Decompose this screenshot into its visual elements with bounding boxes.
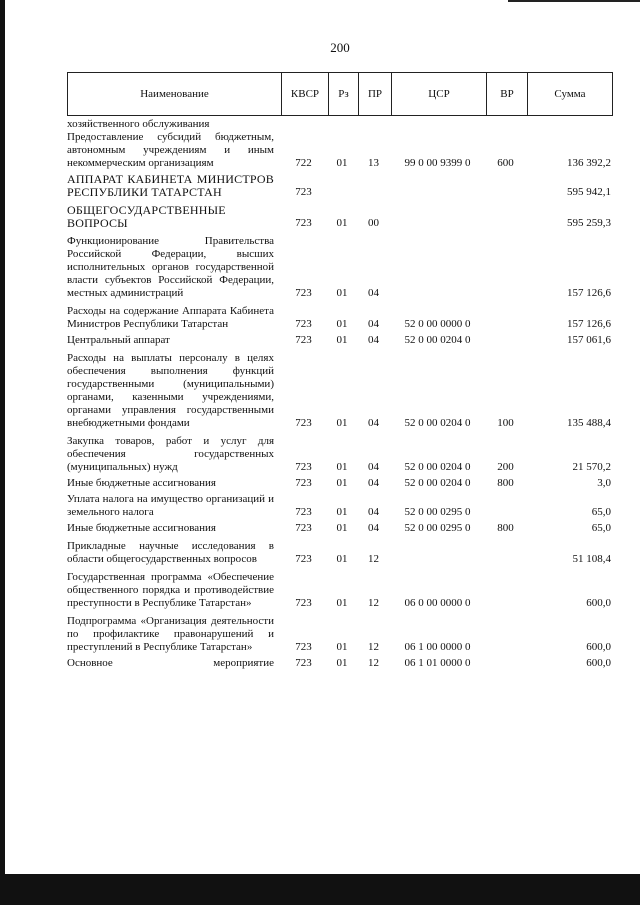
column-header-pr: ПР	[358, 73, 391, 115]
row-kvsr: 723	[295, 657, 312, 669]
table-row	[67, 173, 613, 199]
row-name: Функционирование Правительства Российской Федерации, высших исполнительных органов государственной власти субъектов Российской Федерации, местных администраций	[67, 235, 274, 299]
table-header	[67, 72, 613, 116]
column-header-vr: ВР	[486, 73, 527, 115]
row-name: Предоставление субсидий бюджетным, автономным учреждениям и иным некоммерческим организациям	[67, 131, 274, 169]
row-csr: 52 0 00 0204 0	[404, 461, 471, 473]
table-row	[67, 522, 613, 535]
scan-bottom-border	[0, 874, 640, 905]
row-vr: 100	[497, 417, 514, 429]
row-pr: 12	[368, 553, 379, 565]
table-row	[67, 352, 613, 430]
row-sum: 65,0	[591, 506, 611, 518]
row-kvsr: 723	[295, 318, 312, 330]
table-row	[67, 657, 613, 670]
row-pr: 04	[368, 318, 379, 330]
row-rz: 01	[336, 461, 348, 473]
row-kvsr: 723	[295, 477, 312, 489]
table-row	[67, 493, 613, 519]
row-name: Уплата налога на имущество организаций и земельного налога	[67, 493, 274, 518]
table-body	[67, 118, 613, 670]
row-pr: 04	[368, 417, 379, 429]
row-kvsr: 723	[295, 522, 312, 534]
page-number: 200	[330, 40, 350, 55]
row-name: Прикладные научные исследования в области общегосударственных вопросов	[67, 540, 274, 565]
row-rz: 01	[336, 553, 348, 565]
row-csr: 06 0 00 0000 0	[404, 597, 471, 609]
row-kvsr: 723	[295, 641, 312, 653]
row-rz: 01	[336, 522, 348, 534]
row-rz: 01	[336, 597, 348, 609]
row-kvsr: 723	[295, 553, 312, 565]
row-rz: 01	[336, 217, 348, 229]
row-name: Иные бюджетные ассигнования	[67, 477, 216, 489]
row-name: хозяйственного обслуживания	[67, 118, 210, 130]
row-rz: 01	[336, 157, 348, 169]
row-csr: 52 0 00 0204 0	[404, 417, 471, 429]
row-rz: 01	[336, 417, 348, 429]
row-rz: 01	[336, 318, 348, 330]
column-header-csr: ЦСР	[391, 73, 486, 115]
row-rz: 01	[336, 657, 348, 669]
row-sum: 600,0	[586, 641, 611, 653]
row-sum: 21 570,2	[572, 461, 611, 473]
table-row	[67, 435, 613, 474]
row-pr: 04	[368, 334, 379, 346]
row-sum: 595 942,1	[567, 186, 611, 198]
row-kvsr: 723	[295, 287, 312, 299]
row-pr: 12	[368, 641, 379, 653]
row-csr: 52 0 00 0204 0	[404, 477, 471, 489]
row-sum: 595 259,3	[567, 217, 611, 229]
row-sum: 136 392,2	[567, 157, 611, 169]
table-row	[67, 118, 613, 131]
row-rz: 01	[336, 506, 348, 518]
scan-top-rule	[508, 0, 640, 2]
column-header-kvsr: КВСР	[281, 73, 328, 115]
row-rz: 01	[336, 641, 348, 653]
row-pr: 00	[368, 217, 379, 229]
row-sum: 157 126,6	[567, 318, 611, 330]
row-kvsr: 723	[295, 506, 312, 518]
row-name: Расходы на выплаты персоналу в целях обеспечения выполнения функций государственными (муниципальными) органами, казенными учреждениями, органами управления государственными внебюджетными фондами	[67, 352, 274, 429]
row-pr: 04	[368, 477, 379, 489]
row-pr: 04	[368, 522, 379, 534]
scan-left-border	[0, 0, 5, 905]
row-vr: 800	[497, 522, 514, 534]
column-header-rz: Рз	[328, 73, 358, 115]
row-pr: 12	[368, 657, 379, 669]
row-kvsr: 722	[295, 157, 312, 169]
row-pr: 04	[368, 461, 379, 473]
row-name: Закупка товаров, работ и услуг для обеспечения государственных (муниципальных) нужд	[67, 435, 274, 473]
table-row	[67, 571, 613, 610]
row-name: Расходы на содержание Аппарата Кабинета Министров Республики Татарстан	[67, 305, 274, 330]
table-row	[67, 615, 613, 654]
row-vr: 800	[497, 477, 514, 489]
table-row	[67, 334, 613, 347]
table-row	[67, 305, 613, 331]
row-sum: 135 488,4	[567, 417, 611, 429]
row-rz: 01	[336, 287, 348, 299]
row-sum: 65,0	[591, 522, 611, 534]
row-rz: 01	[336, 334, 348, 346]
row-pr: 13	[368, 157, 379, 169]
row-name: Иные бюджетные ассигнования	[67, 522, 216, 534]
row-name: Подпрограмма «Организация деятельности по профилактике правонарушений и преступлений в Республике Татарстан»	[67, 615, 274, 653]
row-csr: 52 0 00 0295 0	[404, 506, 471, 518]
row-csr: 52 0 00 0204 0	[404, 334, 471, 346]
row-pr: 12	[368, 597, 379, 609]
row-csr: 52 0 00 0295 0	[404, 522, 471, 534]
row-sum: 157 126,6	[567, 287, 611, 299]
row-pr: 04	[368, 506, 379, 518]
row-kvsr: 723	[295, 186, 312, 198]
table-row	[67, 131, 613, 170]
row-sum: 157 061,6	[567, 334, 611, 346]
row-csr: 52 0 00 0000 0	[404, 318, 471, 330]
table-row	[67, 235, 613, 300]
row-csr: 99 0 00 9399 0	[404, 157, 471, 169]
row-sum: 3,0	[597, 477, 611, 489]
row-vr: 600	[497, 157, 514, 169]
row-name: ОБЩЕГОСУДАРСТВЕННЫЕ ВОПРОСЫ	[67, 203, 226, 230]
row-kvsr: 723	[295, 417, 312, 429]
row-kvsr: 723	[295, 334, 312, 346]
column-header-name: Наименование	[140, 88, 209, 100]
row-sum: 600,0	[586, 657, 611, 669]
table-row	[67, 540, 613, 566]
row-name: АППАРАТ КАБИНЕТА МИНИСТРОВ РЕСПУБЛИКИ ТАТАРСТАН	[67, 172, 274, 199]
row-name: Государственная программа «Обеспечение общественного порядка и противодействие преступности в Республике Татарстан»	[67, 571, 274, 609]
row-kvsr: 723	[295, 217, 312, 229]
table-row	[67, 204, 613, 230]
row-rz: 01	[336, 477, 348, 489]
row-pr: 04	[368, 287, 379, 299]
row-sum: 51 108,4	[572, 553, 611, 565]
row-sum: 600,0	[586, 597, 611, 609]
row-name: Основное мероприятие	[67, 657, 274, 669]
row-kvsr: 723	[295, 461, 312, 473]
row-kvsr: 723	[295, 597, 312, 609]
column-header-sum: Сумма	[527, 73, 612, 115]
row-name: Центральный аппарат	[67, 334, 170, 346]
row-csr: 06 1 01 0000 0	[404, 657, 471, 669]
row-vr: 200	[497, 461, 514, 473]
table-row	[67, 477, 613, 490]
row-csr: 06 1 00 0000 0	[404, 641, 471, 653]
